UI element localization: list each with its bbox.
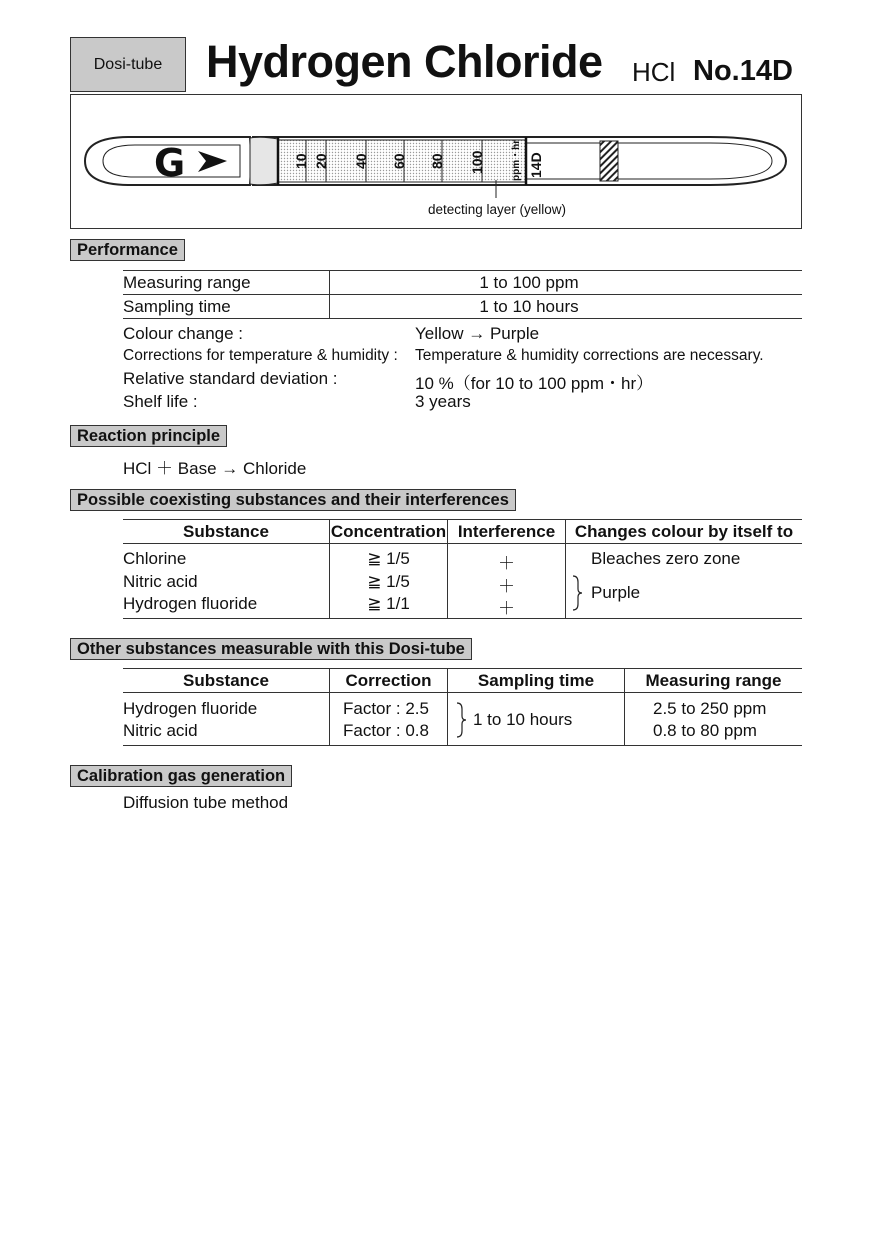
table-cell: 2.5 to 250 ppm (653, 699, 767, 718)
table-cell: ＋ (498, 577, 515, 596)
tube-code: 14D (528, 152, 544, 178)
detector-tube-diagram (70, 94, 802, 229)
col-header: Changes colour by itself to (574, 522, 794, 541)
section-interferences: Possible coexisting substances and their interferences (70, 489, 516, 511)
table-cell: Hydrogen fluoride (123, 699, 258, 718)
brace-icon (454, 701, 468, 739)
calibration-text: Diffusion tube method (123, 793, 289, 812)
page-title: Hydrogen Chloride (206, 36, 603, 87)
gastec-logo: G (154, 141, 186, 185)
figure-caption: detecting layer (yellow) (427, 202, 567, 217)
scale-label: 40 (353, 153, 369, 169)
reaction-text: HCl ＋ Base → Chloride (123, 459, 307, 478)
spec-label: Relative standard deviation : (123, 369, 338, 388)
chemical-formula: HCl (632, 57, 676, 87)
spec-label: Colour change : (123, 324, 244, 343)
scale-label: 10 (293, 153, 309, 169)
scale-label: 80 (429, 153, 445, 169)
table-cell: ≧ 1/1 (367, 594, 410, 613)
section-reaction-principle: Reaction principle (70, 425, 227, 447)
scale-unit: ppm・hr (511, 139, 522, 181)
spec-value: 10 %（for 10 to 100 ppm・hr） (415, 374, 654, 393)
table-cell: Factor : 2.5 (343, 699, 429, 718)
table-rule (123, 745, 802, 746)
table-cell: Nitric acid (123, 721, 198, 740)
perf-label: Measuring range (123, 273, 251, 292)
col-header: Substance (183, 671, 269, 690)
table-rule (123, 543, 802, 544)
col-header: Measuring range (645, 671, 782, 690)
table-cell: Factor : 0.8 (343, 721, 429, 740)
table-cell: Purple (591, 583, 641, 602)
section-performance: Performance (70, 239, 185, 261)
section-other-substances: Other substances measurable with this Dosi-tube (70, 638, 472, 660)
table-cell: 0.8 to 80 ppm (653, 721, 757, 740)
table-cell: ≧ 1/5 (367, 572, 410, 591)
col-header: Sampling time (477, 671, 595, 690)
table-cell: Hydrogen fluoride (123, 594, 258, 613)
perf-label: Sampling time (123, 297, 231, 316)
spec-label: Shelf life : (123, 392, 198, 411)
table-cell: Bleaches zero zone (591, 549, 741, 568)
scale-label: 100 (469, 150, 485, 174)
table-cell: ≧ 1/5 (367, 549, 410, 568)
col-header: Substance (183, 522, 269, 541)
table-rule (123, 270, 802, 271)
col-header: Correction (345, 671, 432, 690)
spec-value: 3 years (415, 392, 471, 411)
table-cell: 1 to 10 hours (473, 710, 573, 729)
spec-value: Yellow → Purple (415, 324, 540, 343)
perf-value: 1 to 10 hours (479, 297, 579, 316)
table-cell: Nitric acid (123, 572, 198, 591)
col-header: Concentration (330, 522, 447, 541)
table-rule (123, 318, 802, 319)
table-rule (123, 519, 802, 520)
perf-value: 1 to 100 ppm (479, 273, 579, 292)
scale-label: 20 (313, 153, 329, 169)
table-cell: ＋ (498, 599, 515, 618)
section-calibration: Calibration gas generation (70, 765, 292, 787)
table-rule (123, 668, 802, 669)
table-cell: ＋ (498, 554, 515, 573)
spec-label: Corrections for temperature & humidity : (123, 347, 398, 364)
spec-value: Temperature & humidity corrections are necessary. (415, 347, 764, 364)
table-cell: Chlorine (123, 549, 187, 568)
scale-label: 60 (391, 153, 407, 169)
dosi-tube-badge: Dosi-tube (70, 37, 186, 92)
table-rule (123, 692, 802, 693)
tube-number: No.14D (693, 55, 793, 87)
col-header: Interference (457, 522, 556, 541)
brace-icon (570, 574, 584, 612)
table-rule (123, 294, 802, 295)
